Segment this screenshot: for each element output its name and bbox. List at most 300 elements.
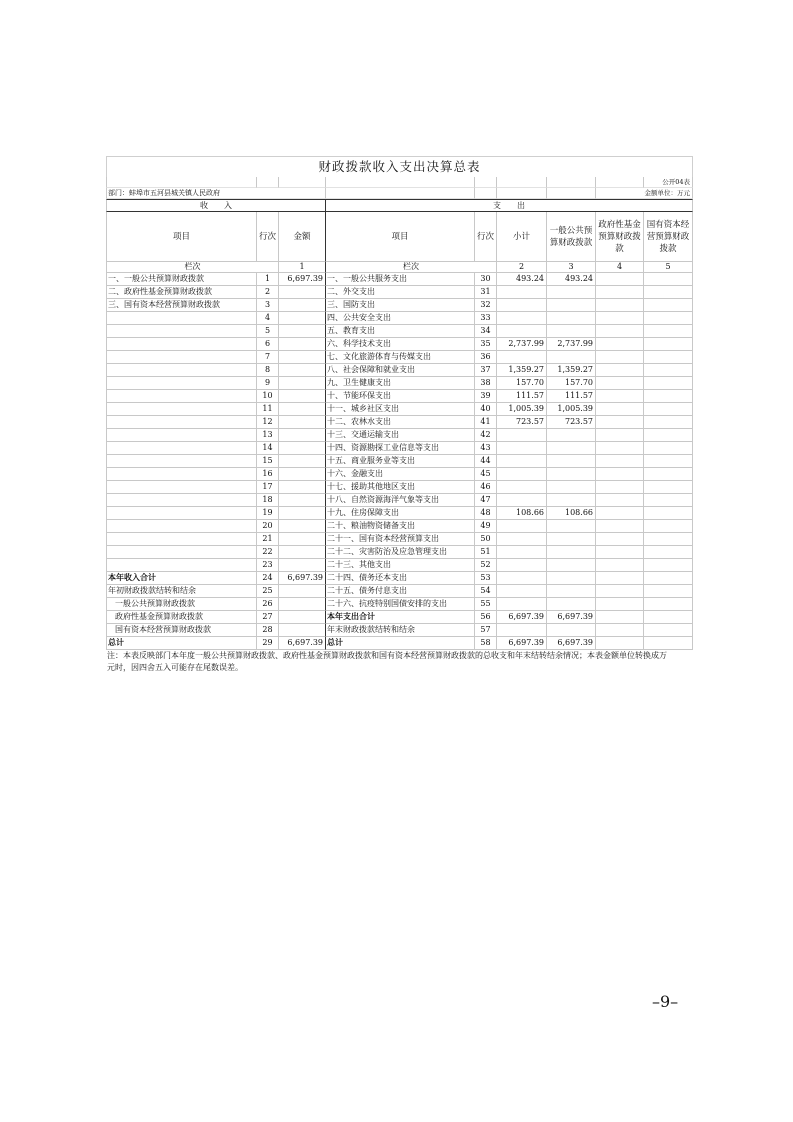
- expense-item: 六、科学技术支出: [326, 338, 475, 351]
- income-item: [106, 338, 257, 351]
- income-item: 总计: [106, 637, 257, 650]
- income-line-no: 22: [257, 546, 279, 559]
- expense-fund-budget: [596, 468, 644, 481]
- income-amount: [279, 494, 326, 507]
- expense-general-budget: [547, 429, 596, 442]
- expense-fund-budget: [596, 325, 644, 338]
- income-amount: 6,697.39: [279, 637, 326, 650]
- income-line-no: 23: [257, 559, 279, 572]
- expense-subtotal: [497, 546, 547, 559]
- expense-item: 十六、金融支出: [326, 468, 475, 481]
- income-amount: [279, 624, 326, 637]
- income-amount: [279, 468, 326, 481]
- income-line-no: 25: [257, 585, 279, 598]
- table-row: [106, 325, 693, 338]
- col-number-4: 4: [596, 262, 644, 273]
- income-line-no: 13: [257, 429, 279, 442]
- header-item-expense: 项目: [326, 212, 475, 262]
- expense-line-no: 45: [475, 468, 497, 481]
- expense-state-capital: [644, 533, 693, 546]
- table-row: [106, 273, 693, 286]
- expense-subtotal: [497, 468, 547, 481]
- expense-subtotal: [497, 598, 547, 611]
- expense-state-capital: [644, 273, 693, 286]
- income-item: 一般公共预算财政拨款: [106, 598, 257, 611]
- income-line-no: 15: [257, 455, 279, 468]
- expense-item: 十二、农林水支出: [326, 416, 475, 429]
- income-item: [106, 390, 257, 403]
- income-line-no: 4: [257, 312, 279, 325]
- expense-state-capital: [644, 325, 693, 338]
- expense-line-no: 40: [475, 403, 497, 416]
- expense-fund-budget: [596, 598, 644, 611]
- form-code: 公开04表: [644, 177, 693, 188]
- income-line-no: 21: [257, 533, 279, 546]
- table-row: [106, 351, 693, 364]
- expense-item: 二十三、其他支出: [326, 559, 475, 572]
- expense-state-capital: [644, 572, 693, 585]
- income-line-no: 20: [257, 520, 279, 533]
- table-row: [106, 494, 693, 507]
- expense-state-capital: [644, 442, 693, 455]
- expense-line-no: 47: [475, 494, 497, 507]
- header-state-capital: 国有资本经营预算财政拨款: [644, 212, 693, 262]
- expense-line-no: 36: [475, 351, 497, 364]
- expense-item: 三、国防支出: [326, 299, 475, 312]
- expense-fund-budget: [596, 585, 644, 598]
- income-line-no: 19: [257, 507, 279, 520]
- expense-fund-budget: [596, 377, 644, 390]
- expense-fund-budget: [596, 364, 644, 377]
- expense-subtotal: [497, 312, 547, 325]
- expense-line-no: 51: [475, 546, 497, 559]
- expense-state-capital: [644, 546, 693, 559]
- table-body: [106, 273, 693, 650]
- expense-state-capital: [644, 416, 693, 429]
- expense-item: 二十四、债务还本支出: [326, 572, 475, 585]
- income-line-no: 3: [257, 299, 279, 312]
- expense-item: 二十二、灾害防治及应急管理支出: [326, 546, 475, 559]
- expense-general-budget: [547, 585, 596, 598]
- income-item: [106, 364, 257, 377]
- expense-subtotal: [497, 351, 547, 364]
- header-line: 行次: [257, 212, 279, 262]
- table-row: [106, 546, 693, 559]
- expense-general-budget: 108.66: [547, 507, 596, 520]
- expense-line-no: 50: [475, 533, 497, 546]
- expense-subtotal: [497, 429, 547, 442]
- expense-subtotal: [497, 572, 547, 585]
- expense-line-no: 42: [475, 429, 497, 442]
- expense-state-capital: [644, 481, 693, 494]
- expense-line-no: 55: [475, 598, 497, 611]
- income-line-no: 28: [257, 624, 279, 637]
- expense-state-capital: [644, 286, 693, 299]
- expense-subtotal: 111.57: [497, 390, 547, 403]
- income-section-label: 收 入: [106, 199, 326, 212]
- table-row: [106, 611, 693, 624]
- expense-state-capital: [644, 299, 693, 312]
- col-number-2: 2: [497, 262, 547, 273]
- table-row: [106, 520, 693, 533]
- income-line-no: 24: [257, 572, 279, 585]
- expense-state-capital: [644, 390, 693, 403]
- income-item: [106, 507, 257, 520]
- expense-general-budget: [547, 325, 596, 338]
- expense-subtotal: [497, 286, 547, 299]
- income-amount: [279, 351, 326, 364]
- income-item: [106, 416, 257, 429]
- expense-state-capital: [644, 403, 693, 416]
- expense-state-capital: [644, 507, 693, 520]
- expense-general-budget: 6,697.39: [547, 611, 596, 624]
- expense-general-budget: [547, 572, 596, 585]
- income-item: [106, 325, 257, 338]
- expense-line-no: 52: [475, 559, 497, 572]
- expense-fund-budget: [596, 390, 644, 403]
- expense-item: 十八、自然资源海洋气象等支出: [326, 494, 475, 507]
- expense-state-capital: [644, 624, 693, 637]
- table-row: [106, 572, 693, 585]
- expense-subtotal: [497, 559, 547, 572]
- table-row: [106, 559, 693, 572]
- income-line-no: 9: [257, 377, 279, 390]
- income-line-no: 11: [257, 403, 279, 416]
- header-item: 项目: [106, 212, 257, 262]
- expense-subtotal: 6,697.39: [497, 637, 547, 650]
- expense-subtotal: 6,697.39: [497, 611, 547, 624]
- income-item: [106, 468, 257, 481]
- income-line-no: 1: [257, 273, 279, 286]
- income-line-no: 14: [257, 442, 279, 455]
- income-amount: [279, 455, 326, 468]
- expense-subtotal: [497, 481, 547, 494]
- income-amount: [279, 338, 326, 351]
- expense-line-no: 38: [475, 377, 497, 390]
- income-amount: [279, 403, 326, 416]
- income-line-no: 16: [257, 468, 279, 481]
- expense-subtotal: 1,359.27: [497, 364, 547, 377]
- income-item: [106, 559, 257, 572]
- expense-fund-budget: [596, 416, 644, 429]
- expense-fund-budget: [596, 637, 644, 650]
- expense-state-capital: [644, 637, 693, 650]
- expense-line-no: 39: [475, 390, 497, 403]
- expense-line-no: 57: [475, 624, 497, 637]
- expense-fund-budget: [596, 611, 644, 624]
- expense-fund-budget: [596, 533, 644, 546]
- expense-item: 总计: [326, 637, 475, 650]
- expense-state-capital: [644, 520, 693, 533]
- page-number: –9–: [652, 992, 679, 1011]
- expense-general-budget: [547, 546, 596, 559]
- expense-item: 十九、住房保障支出: [326, 507, 475, 520]
- expense-line-no: 49: [475, 520, 497, 533]
- income-line-no: 12: [257, 416, 279, 429]
- expense-line-no: 30: [475, 273, 497, 286]
- income-item: [106, 442, 257, 455]
- expense-subtotal: 157.70: [497, 377, 547, 390]
- expense-general-budget: 1,359.27: [547, 364, 596, 377]
- income-item: 本年收入合计: [106, 572, 257, 585]
- expense-fund-budget: [596, 442, 644, 455]
- table-row: [106, 403, 693, 416]
- income-line-no: 6: [257, 338, 279, 351]
- table-row: [106, 637, 693, 650]
- expense-line-no: 46: [475, 481, 497, 494]
- expense-fund-budget: [596, 338, 644, 351]
- table-row: [106, 624, 693, 637]
- expense-state-capital: [644, 377, 693, 390]
- income-line-no: 7: [257, 351, 279, 364]
- expense-item: 一、一般公共服务支出: [326, 273, 475, 286]
- expense-subtotal: [497, 585, 547, 598]
- income-line-no: 26: [257, 598, 279, 611]
- income-item: 三、国有资本经营预算财政拨款: [106, 299, 257, 312]
- income-amount: [279, 429, 326, 442]
- expense-fund-budget: [596, 546, 644, 559]
- income-item: [106, 533, 257, 546]
- expense-line-no: 33: [475, 312, 497, 325]
- expense-item: 九、卫生健康支出: [326, 377, 475, 390]
- expense-line-no: 53: [475, 572, 497, 585]
- income-line-no: 8: [257, 364, 279, 377]
- table-row: [106, 299, 693, 312]
- expense-line-no: 34: [475, 325, 497, 338]
- expense-line-no: 44: [475, 455, 497, 468]
- expense-line-no: 35: [475, 338, 497, 351]
- expense-fund-budget: [596, 559, 644, 572]
- expense-state-capital: [644, 585, 693, 598]
- income-amount: [279, 520, 326, 533]
- expense-item: 七、文化旅游体育与传媒支出: [326, 351, 475, 364]
- expense-general-budget: 2,737.99: [547, 338, 596, 351]
- income-line-no: 27: [257, 611, 279, 624]
- expense-general-budget: [547, 442, 596, 455]
- expense-subtotal: 1,005.39: [497, 403, 547, 416]
- table-row: [106, 364, 693, 377]
- expense-item: 十四、资源勘探工业信息等支出: [326, 442, 475, 455]
- expense-subtotal: [497, 624, 547, 637]
- expense-fund-budget: [596, 507, 644, 520]
- table-row: [106, 468, 693, 481]
- expense-fund-budget: [596, 312, 644, 325]
- expense-line-no: 41: [475, 416, 497, 429]
- income-amount: [279, 611, 326, 624]
- income-amount: [279, 442, 326, 455]
- income-amount: [279, 507, 326, 520]
- table-row: [106, 286, 693, 299]
- income-item: [106, 429, 257, 442]
- expense-item: 二、外交支出: [326, 286, 475, 299]
- income-amount: [279, 390, 326, 403]
- expense-general-budget: [547, 299, 596, 312]
- income-amount: [279, 559, 326, 572]
- income-amount: [279, 546, 326, 559]
- expense-state-capital: [644, 598, 693, 611]
- expense-state-capital: [644, 494, 693, 507]
- expense-general-budget: 493.24: [547, 273, 596, 286]
- expense-fund-budget: [596, 299, 644, 312]
- expense-fund-budget: [596, 624, 644, 637]
- expense-line-no: 48: [475, 507, 497, 520]
- expense-state-capital: [644, 611, 693, 624]
- income-item: [106, 312, 257, 325]
- expense-line-no: 54: [475, 585, 497, 598]
- expense-line-no: 56: [475, 611, 497, 624]
- expense-subtotal: [497, 455, 547, 468]
- expense-general-budget: [547, 520, 596, 533]
- income-item: [106, 455, 257, 468]
- income-amount: [279, 598, 326, 611]
- expense-state-capital: [644, 312, 693, 325]
- expense-item: 十一、城乡社区支出: [326, 403, 475, 416]
- column-number-row: [106, 262, 693, 273]
- income-amount: [279, 585, 326, 598]
- final-accounts-sheet: [106, 156, 693, 674]
- income-amount: 6,697.39: [279, 572, 326, 585]
- expense-fund-budget: [596, 520, 644, 533]
- income-item: [106, 520, 257, 533]
- header-general-budget: 一般公共预算财政拨款: [547, 212, 596, 262]
- income-item: 政府性基金预算财政拨款: [106, 611, 257, 624]
- expense-item: 年末财政拨款结转和结余: [326, 624, 475, 637]
- income-amount: [279, 377, 326, 390]
- income-item: [106, 351, 257, 364]
- expense-general-budget: [547, 312, 596, 325]
- expense-line-no: 32: [475, 299, 497, 312]
- expense-fund-budget: [596, 429, 644, 442]
- expense-subtotal: [497, 520, 547, 533]
- expense-section-label: 支 出: [326, 199, 693, 212]
- expense-general-budget: [547, 533, 596, 546]
- income-amount: 6,697.39: [279, 273, 326, 286]
- footnote: 注：本表反映部门本年度一般公共预算财政拨款、政府性基金预算财政拨款和国有资本经营预算财政拨款的总收支和年末结转结余情况；本表金额单位转换成万元时，因四舍五入可能存在尾数误差。: [107, 651, 667, 672]
- table-row: [106, 507, 693, 520]
- expense-general-budget: [547, 351, 596, 364]
- income-amount: [279, 533, 326, 546]
- income-item: [106, 494, 257, 507]
- income-item: [106, 377, 257, 390]
- expense-item: 十三、交通运输支出: [326, 429, 475, 442]
- table-row: [106, 481, 693, 494]
- expense-general-budget: [547, 286, 596, 299]
- expense-general-budget: 723.57: [547, 416, 596, 429]
- expense-state-capital: [644, 338, 693, 351]
- income-item: [106, 481, 257, 494]
- table-row: [106, 442, 693, 455]
- expense-item: 五、教育支出: [326, 325, 475, 338]
- income-line-no: 10: [257, 390, 279, 403]
- col-number-3: 3: [547, 262, 596, 273]
- expense-general-budget: [547, 455, 596, 468]
- expense-item: 二十六、抗疫特别国债安排的支出: [326, 598, 475, 611]
- expense-line-no: 43: [475, 442, 497, 455]
- table-row: [106, 377, 693, 390]
- expense-item: 二十、粮油物资储备支出: [326, 520, 475, 533]
- income-amount: [279, 416, 326, 429]
- expense-item: 八、社会保障和就业支出: [326, 364, 475, 377]
- expense-general-budget: 1,005.39: [547, 403, 596, 416]
- expense-general-budget: 111.57: [547, 390, 596, 403]
- expense-item: 四、公共安全支出: [326, 312, 475, 325]
- expense-subtotal: 108.66: [497, 507, 547, 520]
- col-number-1: 1: [279, 262, 326, 273]
- income-amount: [279, 325, 326, 338]
- expense-item: 十七、援助其他地区支出: [326, 481, 475, 494]
- table-row: [106, 390, 693, 403]
- expense-item: 十五、商业服务业等支出: [326, 455, 475, 468]
- table-row: [106, 598, 693, 611]
- income-line-no: 17: [257, 481, 279, 494]
- income-item: 二、政府性基金预算财政拨款: [106, 286, 257, 299]
- header-amount: 金额: [279, 212, 326, 262]
- expense-subtotal: [497, 494, 547, 507]
- expense-item: 十、节能环保支出: [326, 390, 475, 403]
- table-row: [106, 312, 693, 325]
- income-item: [106, 403, 257, 416]
- expense-subtotal: 493.24: [497, 273, 547, 286]
- unit-label: 金额单位：万元: [596, 188, 693, 199]
- expense-fund-budget: [596, 273, 644, 286]
- col-label-expense: 栏次: [326, 262, 497, 273]
- income-amount: [279, 364, 326, 377]
- expense-item: 二十五、债务付息支出: [326, 585, 475, 598]
- income-line-no: 18: [257, 494, 279, 507]
- expense-general-budget: [547, 598, 596, 611]
- expense-fund-budget: [596, 351, 644, 364]
- table-row: [106, 455, 693, 468]
- header-line-expense: 行次: [475, 212, 497, 262]
- income-amount: [279, 286, 326, 299]
- department-label: 部门：蚌埠市五河县城关镇人民政府: [106, 188, 326, 199]
- expense-item: 本年支出合计: [326, 611, 475, 624]
- expense-general-budget: 6,697.39: [547, 637, 596, 650]
- expense-subtotal: 723.57: [497, 416, 547, 429]
- section-band: [106, 199, 693, 212]
- form-code-row: [106, 177, 693, 188]
- expense-subtotal: 2,737.99: [497, 338, 547, 351]
- column-header-row: [106, 212, 693, 262]
- col-label-income: 栏次: [106, 262, 279, 273]
- income-line-no: 5: [257, 325, 279, 338]
- department-row: [106, 188, 693, 199]
- income-item: 国有资本经营预算财政拨款: [106, 624, 257, 637]
- expense-state-capital: [644, 559, 693, 572]
- table-row: [106, 585, 693, 598]
- income-line-no: 2: [257, 286, 279, 299]
- income-amount: [279, 481, 326, 494]
- expense-subtotal: [497, 533, 547, 546]
- sheet-title: 财政拨款收入支出决算总表: [106, 156, 693, 177]
- expense-fund-budget: [596, 481, 644, 494]
- expense-general-budget: [547, 559, 596, 572]
- income-item: [106, 546, 257, 559]
- expense-fund-budget: [596, 403, 644, 416]
- expense-subtotal: [497, 325, 547, 338]
- expense-fund-budget: [596, 572, 644, 585]
- table-row: [106, 533, 693, 546]
- expense-state-capital: [644, 351, 693, 364]
- header-subtotal: 小计: [497, 212, 547, 262]
- expense-line-no: 31: [475, 286, 497, 299]
- income-item: 年初财政拨款结转和结余: [106, 585, 257, 598]
- expense-subtotal: [497, 442, 547, 455]
- income-line-no: 29: [257, 637, 279, 650]
- expense-general-budget: [547, 468, 596, 481]
- expense-item: 二十一、国有资本经营预算支出: [326, 533, 475, 546]
- expense-line-no: 37: [475, 364, 497, 377]
